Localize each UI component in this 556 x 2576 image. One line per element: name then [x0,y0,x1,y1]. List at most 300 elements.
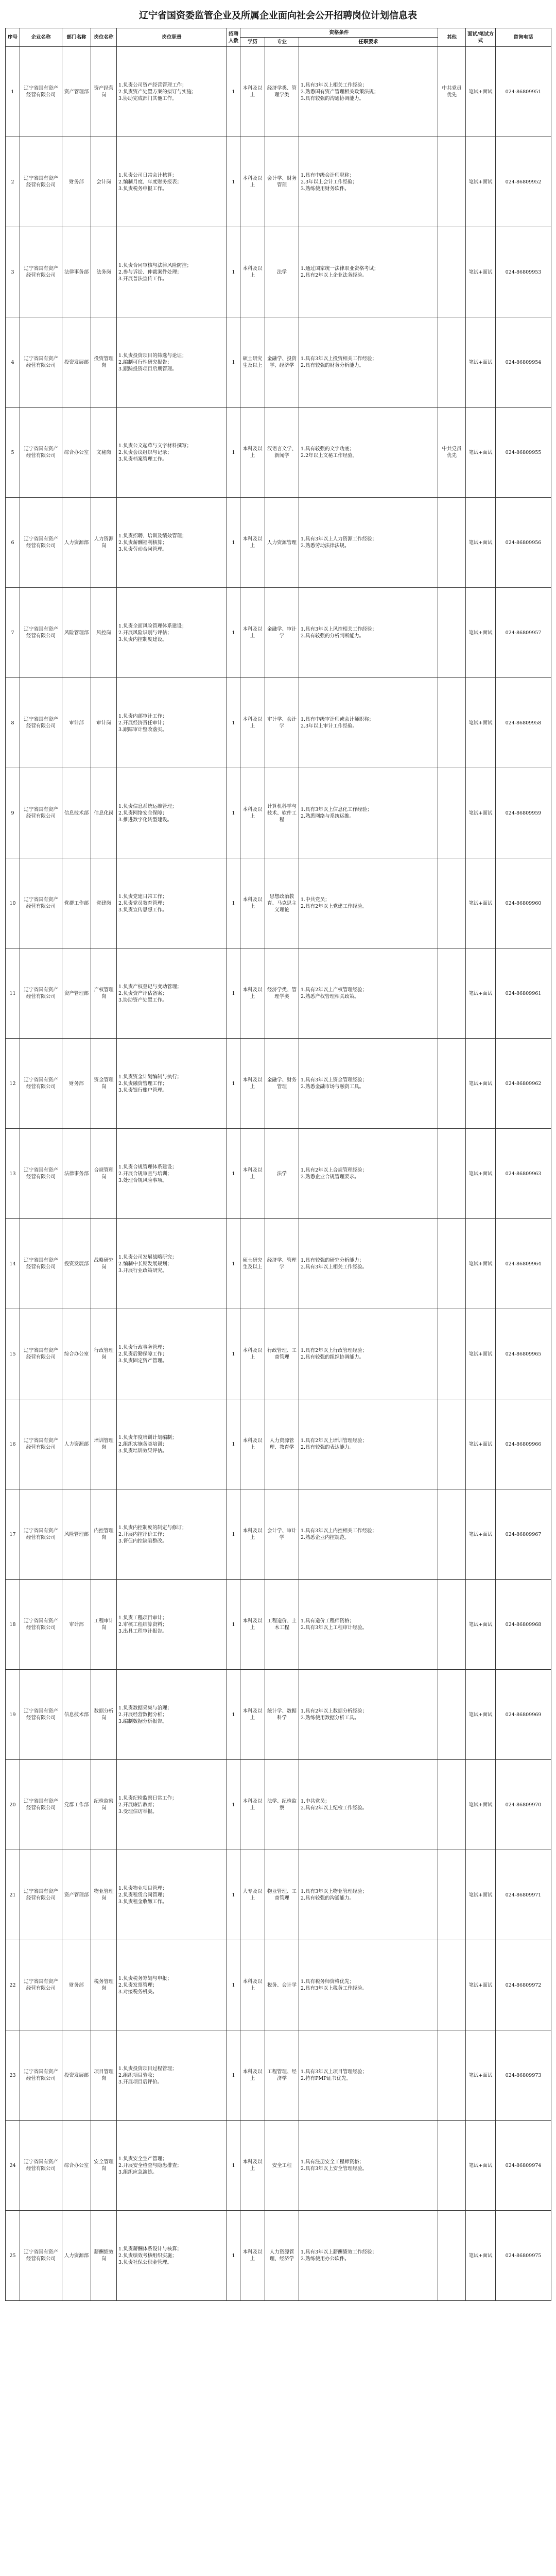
table-row [6,1489,551,1580]
row-count: 1 [227,2211,240,2301]
row-exam-method: 笔试+面试 [466,768,496,858]
row-major: 人力资源管理、教育学 [265,1399,299,1489]
table-row [6,2211,551,2301]
row-count: 1 [227,858,240,948]
row-duties: 1.负责纪检监察日常工作； 2.开展廉洁教育； 3.受理信访举报。 [117,1760,227,1850]
row-company: 辽宁省国有资产经营有限公司 [20,2030,62,2121]
row-major: 会计学、审计学 [265,1489,299,1580]
table-row [6,137,551,227]
row-other [438,1670,466,1760]
row-job-req: 1.具有3年以上投资相关工作经验； 2.具有较强的财务分析能力。 [299,317,438,408]
row-other [438,2121,466,2211]
row-company: 辽宁省国有资产经营有限公司 [20,1129,62,1219]
row-duties: 1.负责党建日常工作； 2.负责党员教育管理； 3.负责宣传思想工作。 [117,858,227,948]
header-position: 岗位名称 [91,28,117,47]
row-dept: 资产管理部 [62,1850,91,1940]
row-seq: 10 [6,858,20,948]
row-major: 税务、会计学 [265,1940,299,2030]
row-position: 产权管理岗 [91,948,117,1039]
header-education: 学历 [240,38,265,47]
row-duties: 1.负责合规管理体系建设； 2.开展合规审查与培训； 3.处理合规风险事项。 [117,1129,227,1219]
row-count: 1 [227,1219,240,1309]
row-education: 本科及以上 [240,2211,265,2301]
row-education: 硕士研究生及以上 [240,1219,265,1309]
row-duties: 1.负责合同审核与法律风险防控； 2.参与诉讼、仲裁案件处理； 3.开展普法宣传工作。 [117,227,227,317]
row-job-req: 1.具有造价工程师资格； 2.具有3年以上工程审计经验。 [299,1580,438,1670]
row-contact: 024-86809960 [496,858,551,948]
row-job-req: 1.具有中级会计师职称； 2.3年以上会计工作经验； 3.熟练使用财务软件。 [299,137,438,227]
row-count: 1 [227,1760,240,1850]
row-other [438,1760,466,1850]
row-position: 党建岗 [91,858,117,948]
row-company: 辽宁省国有资产经营有限公司 [20,948,62,1039]
row-company: 辽宁省国有资产经营有限公司 [20,227,62,317]
row-exam-method: 笔试+面试 [466,137,496,227]
row-count: 1 [227,768,240,858]
row-contact: 024-86809967 [496,1489,551,1580]
row-exam-method: 笔试+面试 [466,1309,496,1399]
header-company: 企业名称 [20,28,62,47]
row-contact: 024-86809975 [496,2211,551,2301]
row-education: 本科及以上 [240,1039,265,1129]
row-job-req: 1.具有3年以上风控相关工作经验； 2.具有较强的分析判断能力。 [299,588,438,678]
row-job-req: 1.具有3年以上薪酬绩效工作经验； 2.熟练使用办公软件。 [299,2211,438,2301]
row-count: 1 [227,588,240,678]
row-contact: 024-86809968 [496,1580,551,1670]
row-dept: 人力资源部 [62,498,91,588]
row-duties: 1.负责投资项目过程管理； 2.组织项目验收； 3.开展项目后评价。 [117,2030,227,2121]
row-exam-method: 笔试+面试 [466,1129,496,1219]
row-other [438,2030,466,2121]
row-job-req: 1.具有3年以上相关工作经验； 2.熟悉国有资产管理相关政策法规； 3.具有较强的沟通协调能力。 [299,47,438,137]
row-duties: 1.负责公文起草与文字材料撰写； 2.负责会议组织与记录； 3.负责档案管理工作。 [117,408,227,498]
row-position: 工程审计岗 [91,1580,117,1670]
row-position: 资金管理岗 [91,1039,117,1129]
row-position: 资产经营岗 [91,47,117,137]
table-row [6,1399,551,1489]
row-other [438,1309,466,1399]
row-position: 薪酬绩效岗 [91,2211,117,2301]
row-job-req: 1.具有2年以上行政管理经验； 2.具有较强的组织协调能力。 [299,1309,438,1399]
row-position: 税务管理岗 [91,1940,117,2030]
row-exam-method: 笔试+面试 [466,588,496,678]
row-position: 数据分析岗 [91,1670,117,1760]
row-dept: 人力资源部 [62,2211,91,2301]
row-company: 辽宁省国有资产经营有限公司 [20,1219,62,1309]
row-position: 风控岗 [91,588,117,678]
row-job-req: 1.具有2年以上合规管理经验； 2.熟悉企业合规管理要求。 [299,1129,438,1219]
row-dept: 审计部 [62,1580,91,1670]
row-company: 辽宁省国有资产经营有限公司 [20,1760,62,1850]
row-education: 本科及以上 [240,948,265,1039]
row-major: 法学 [265,1129,299,1219]
row-contact: 024-86809958 [496,678,551,768]
row-contact: 024-86809959 [496,768,551,858]
row-company: 辽宁省国有资产经营有限公司 [20,317,62,408]
row-major: 工程管理、经济学 [265,2030,299,2121]
table-row [6,858,551,948]
row-dept: 党群工作部 [62,858,91,948]
row-other [438,1219,466,1309]
row-job-req: 1.具有中级审计师或会计师职称； 2.3年以上审计工作经验。 [299,678,438,768]
row-company: 辽宁省国有资产经营有限公司 [20,1670,62,1760]
row-seq: 21 [6,1850,20,1940]
row-dept: 风险管理部 [62,588,91,678]
table-row [6,2121,551,2211]
row-contact: 024-86809969 [496,1670,551,1760]
row-other [438,768,466,858]
row-count: 1 [227,408,240,498]
row-contact: 024-86809951 [496,47,551,137]
row-job-req: 1.具有2年以上产权管理经验； 2.熟悉产权管理相关政策。 [299,948,438,1039]
row-major: 经济学、管理学 [265,1219,299,1309]
row-duties: 1.负责薪酬体系设计与核算； 2.负责绩效考核组织实施； 3.负责社保公积金管理。 [117,2211,227,2301]
table-row [6,1850,551,1940]
row-contact: 024-86809971 [496,1850,551,1940]
row-contact: 024-86809955 [496,408,551,498]
row-duties: 1.负责数据采集与治理； 2.开展经营数据分析； 3.编制数据分析报告。 [117,1670,227,1760]
row-dept: 法律事务部 [62,1129,91,1219]
row-other [438,2211,466,2301]
row-position: 物业管理岗 [91,1850,117,1940]
row-company: 辽宁省国有资产经营有限公司 [20,1399,62,1489]
row-position: 纪检监察岗 [91,1760,117,1850]
row-major: 审计学、会计学 [265,678,299,768]
row-duties: 1.负责招聘、培训及绩效管理； 2.负责薪酬福利核算； 3.负责劳动合同管理。 [117,498,227,588]
row-company: 辽宁省国有资产经营有限公司 [20,1039,62,1129]
header-duties: 岗位职责 [117,28,227,47]
header-other: 其他 [438,28,466,47]
row-seq: 8 [6,678,20,768]
row-dept: 资产管理部 [62,948,91,1039]
row-education: 本科及以上 [240,768,265,858]
row-exam-method: 笔试+面试 [466,2121,496,2211]
row-major: 人力资源管理、经济学 [265,2211,299,2301]
row-major: 计算机科学与技术、软件工程 [265,768,299,858]
row-company: 辽宁省国有资产经营有限公司 [20,2121,62,2211]
row-major: 金融学、投资学、经济学 [265,317,299,408]
row-major: 统计学、数据科学 [265,1670,299,1760]
row-exam-method: 笔试+面试 [466,1670,496,1760]
row-education: 本科及以上 [240,1399,265,1489]
row-exam-method: 笔试+面试 [466,1399,496,1489]
row-seq: 22 [6,1940,20,2030]
header-major: 专业 [265,38,299,47]
row-education: 本科及以上 [240,588,265,678]
row-job-req: 1.具有较强的文字功底； 2.2年以上文秘工作经验。 [299,408,438,498]
row-dept: 投资发展部 [62,2030,91,2121]
row-education: 硕士研究生及以上 [240,317,265,408]
row-seq: 1 [6,47,20,137]
row-job-req: 1.中共党员； 2.具有2年以上纪检工作经验。 [299,1760,438,1850]
row-seq: 9 [6,768,20,858]
row-seq: 11 [6,948,20,1039]
table-row [6,1129,551,1219]
row-other [438,678,466,768]
row-exam-method: 笔试+面试 [466,1219,496,1309]
row-company: 辽宁省国有资产经营有限公司 [20,1940,62,2030]
row-position: 项目管理岗 [91,2030,117,2121]
row-seq: 19 [6,1670,20,1760]
row-major: 行政管理、工商管理 [265,1309,299,1399]
table-row [6,768,551,858]
row-contact: 024-86809972 [496,1940,551,2030]
header-contact: 咨询电话 [496,28,551,47]
row-other [438,137,466,227]
row-major: 工程造价、土木工程 [265,1580,299,1670]
row-company: 辽宁省国有资产经营有限公司 [20,858,62,948]
table-row [6,47,551,137]
row-major: 人力资源管理 [265,498,299,588]
row-duties: 1.负责信息系统运维管理； 2.负责网络安全保障； 3.推进数字化转型建设。 [117,768,227,858]
page-title: 辽宁省国资委监管企业及所属企业面向社会公开招聘岗位计划信息表 [139,10,417,21]
row-exam-method: 笔试+面试 [466,498,496,588]
row-education: 本科及以上 [240,498,265,588]
row-count: 1 [227,678,240,768]
row-company: 辽宁省国有资产经营有限公司 [20,588,62,678]
row-dept: 信息技术部 [62,1670,91,1760]
row-major: 法学 [265,227,299,317]
row-contact: 024-86809956 [496,498,551,588]
row-dept: 投资发展部 [62,317,91,408]
row-position: 投资管理岗 [91,317,117,408]
row-duties: 1.负责内控制度的制定与修订； 2.开展内控评价工作； 3.督促内控缺陷整改。 [117,1489,227,1580]
row-education: 本科及以上 [240,1309,265,1399]
row-position: 内控管理岗 [91,1489,117,1580]
row-contact: 024-86809974 [496,2121,551,2211]
row-duties: 1.负责公司资产经营管理工作； 2.负责资产处置方案的拟订与实施； 3.协助完成部门其他工作。 [117,47,227,137]
row-dept: 资产管理部 [62,47,91,137]
row-major: 安全工程 [265,2121,299,2211]
row-major: 思想政治教育、马克思主义理论 [265,858,299,948]
row-contact: 024-86809957 [496,588,551,678]
row-job-req: 1.通过国家统一法律职业资格考试； 2.具有2年以上企业法务经验。 [299,227,438,317]
table-row [6,1940,551,2030]
header-job-req: 任职要求 [299,38,438,47]
table-row [6,2030,551,2121]
row-seq: 15 [6,1309,20,1399]
row-education: 本科及以上 [240,408,265,498]
row-dept: 信息技术部 [62,768,91,858]
row-seq: 16 [6,1399,20,1489]
row-major: 经济学类、管理学类 [265,948,299,1039]
row-contact: 024-86809964 [496,1219,551,1309]
row-job-req: 1.具有2年以上培训管理经验； 2.具有较强的表达能力。 [299,1399,438,1489]
row-job-req: 1.具有较强的研究分析能力； 2.具有3年以上相关工作经验。 [299,1219,438,1309]
table-row [6,678,551,768]
row-job-req: 1.中共党员； 2.具有2年以上党建工作经验。 [299,858,438,948]
header-exam-method: 面试/笔试方式 [466,28,496,47]
row-position: 合规管理岗 [91,1129,117,1219]
row-exam-method: 笔试+面试 [466,408,496,498]
row-company: 辽宁省国有资产经营有限公司 [20,1850,62,1940]
row-exam-method: 笔试+面试 [466,317,496,408]
row-company: 辽宁省国有资产经营有限公司 [20,1309,62,1399]
row-dept: 党群工作部 [62,1760,91,1850]
row-major: 汉语言文学、新闻学 [265,408,299,498]
row-job-req: 1.具有3年以上物业管理经验； 2.具有较强的沟通能力。 [299,1850,438,1940]
row-major: 金融学、财务管理 [265,1039,299,1129]
row-education: 本科及以上 [240,1760,265,1850]
row-duties: 1.负责行政事务管理； 2.负责后勤保障工作； 3.负责固定资产管理。 [117,1309,227,1399]
row-job-req: 1.具有3年以上信息化工作经验； 2.熟悉网络与系统运维。 [299,768,438,858]
row-education: 本科及以上 [240,227,265,317]
row-contact: 024-86809954 [496,317,551,408]
row-dept: 人力资源部 [62,1399,91,1489]
row-duties: 1.负责全面风险管理体系建设； 2.开展风险识别与评估； 3.负责内控制度建设。 [117,588,227,678]
row-seq: 17 [6,1489,20,1580]
row-major: 会计学、财务管理 [265,137,299,227]
row-contact: 024-86809961 [496,948,551,1039]
table-row [6,1219,551,1309]
row-company: 辽宁省国有资产经营有限公司 [20,678,62,768]
row-contact: 024-86809966 [496,1399,551,1489]
row-exam-method: 笔试+面试 [466,678,496,768]
row-count: 1 [227,227,240,317]
row-position: 安全管理岗 [91,2121,117,2211]
row-duties: 1.负责产权登记与变动管理； 2.负责资产评估备案； 3.协助资产处置工作。 [117,948,227,1039]
row-other [438,317,466,408]
table-row [6,588,551,678]
row-seq: 24 [6,2121,20,2211]
row-company: 辽宁省国有资产经营有限公司 [20,498,62,588]
row-position: 战略研究岗 [91,1219,117,1309]
table-row [6,227,551,317]
row-education: 本科及以上 [240,137,265,227]
row-job-req: 1.具有3年以上内控相关工作经验； 2.熟悉企业内控规范。 [299,1489,438,1580]
row-duties: 1.负责物业项目管理； 2.负责租赁合同管理； 3.负责租金收缴工作。 [117,1850,227,1940]
row-education: 本科及以上 [240,858,265,948]
row-other [438,227,466,317]
row-count: 1 [227,2030,240,2121]
row-contact: 024-86809973 [496,2030,551,2121]
row-seq: 25 [6,2211,20,2301]
row-job-req: 1.具有注册安全工程师资格； 2.具有3年以上安全管理经验。 [299,2121,438,2211]
row-position: 法务岗 [91,227,117,317]
row-position: 行政管理岗 [91,1309,117,1399]
row-education: 本科及以上 [240,2121,265,2211]
row-education: 本科及以上 [240,1580,265,1670]
row-count: 1 [227,1670,240,1760]
row-count: 1 [227,1940,240,2030]
row-seq: 2 [6,137,20,227]
row-seq: 5 [6,408,20,498]
row-duties: 1.负责公司日常会计核算； 2.编制月度、年度财务报表； 3.负责税务申报工作。 [117,137,227,227]
row-dept: 综合办公室 [62,408,91,498]
row-job-req: 1.具有税务师资格优先； 2.具有3年以上税务工作经验。 [299,1940,438,2030]
row-other [438,858,466,948]
row-seq: 18 [6,1580,20,1670]
row-other: 中共党员优先 [438,408,466,498]
row-job-req: 1.具有3年以上人力资源工作经验； 2.熟悉劳动法律法规。 [299,498,438,588]
row-seq: 12 [6,1039,20,1129]
row-exam-method: 笔试+面试 [466,227,496,317]
row-exam-method: 笔试+面试 [466,858,496,948]
row-major: 经济学类、管理学类 [265,47,299,137]
row-count: 1 [227,1850,240,1940]
row-contact: 024-86809970 [496,1760,551,1850]
table-row [6,498,551,588]
row-job-req: 1.具有3年以上资金管理经验； 2.熟悉金融市场与融资工具。 [299,1039,438,1129]
row-major: 物业管理、工商管理 [265,1850,299,1940]
row-seq: 3 [6,227,20,317]
row-count: 1 [227,498,240,588]
recruitment-table [5,28,551,2301]
row-contact: 024-86809963 [496,1129,551,1219]
row-seq: 14 [6,1219,20,1309]
row-dept: 投资发展部 [62,1219,91,1309]
row-education: 本科及以上 [240,47,265,137]
row-exam-method: 笔试+面试 [466,1760,496,1850]
row-count: 1 [227,317,240,408]
row-education: 本科及以上 [240,1670,265,1760]
row-exam-method: 笔试+面试 [466,1489,496,1580]
row-count: 1 [227,1309,240,1399]
table-row [6,1309,551,1399]
table-body [6,47,551,2301]
row-count: 1 [227,137,240,227]
row-dept: 综合办公室 [62,1309,91,1399]
row-education: 本科及以上 [240,2030,265,2121]
row-company: 辽宁省国有资产经营有限公司 [20,137,62,227]
row-exam-method: 笔试+面试 [466,1940,496,2030]
row-other [438,948,466,1039]
row-education: 大专及以上 [240,1850,265,1940]
table-row [6,408,551,498]
row-exam-method: 笔试+面试 [466,47,496,137]
row-exam-method: 笔试+面试 [466,2211,496,2301]
row-count: 1 [227,1039,240,1129]
row-contact: 024-86809952 [496,137,551,227]
row-job-req: 1.具有3年以上项目管理经验； 2.持有PMP证书优先。 [299,2030,438,2121]
row-count: 1 [227,1129,240,1219]
row-seq: 6 [6,498,20,588]
row-count: 1 [227,1489,240,1580]
row-duties: 1.负责资金计划编制与执行； 2.负责融资管理工作； 3.负责银行账户管理。 [117,1039,227,1129]
row-exam-method: 笔试+面试 [466,948,496,1039]
row-other [438,1850,466,1940]
row-position: 审计岗 [91,678,117,768]
row-other [438,1399,466,1489]
header-count: 招聘人数 [227,28,240,47]
header-row-1 [6,28,551,38]
row-other [438,1039,466,1129]
row-seq: 20 [6,1760,20,1850]
row-dept: 财务部 [62,1039,91,1129]
row-company: 辽宁省国有资产经营有限公司 [20,2211,62,2301]
header-requirements-group: 资格条件 [240,28,438,38]
row-company: 辽宁省国有资产经营有限公司 [20,1580,62,1670]
row-position: 会计岗 [91,137,117,227]
row-exam-method: 笔试+面试 [466,1580,496,1670]
row-company: 辽宁省国有资产经营有限公司 [20,408,62,498]
row-dept: 审计部 [62,678,91,768]
row-duties: 1.负责投资项目的筛选与论证； 2.编制可行性研究报告； 3.跟踪投资项目后期管理。 [117,317,227,408]
row-duties: 1.负责安全生产管理； 2.开展安全检查与隐患排查； 3.组织应急演练。 [117,2121,227,2211]
row-seq: 13 [6,1129,20,1219]
row-dept: 财务部 [62,1940,91,2030]
table-row [6,317,551,408]
row-major: 金融学、审计学 [265,588,299,678]
table-row [6,1760,551,1850]
row-contact: 024-86809965 [496,1309,551,1399]
row-other [438,1940,466,2030]
row-other [438,1129,466,1219]
row-education: 本科及以上 [240,1489,265,1580]
row-count: 1 [227,2121,240,2211]
row-other [438,1489,466,1580]
row-seq: 7 [6,588,20,678]
